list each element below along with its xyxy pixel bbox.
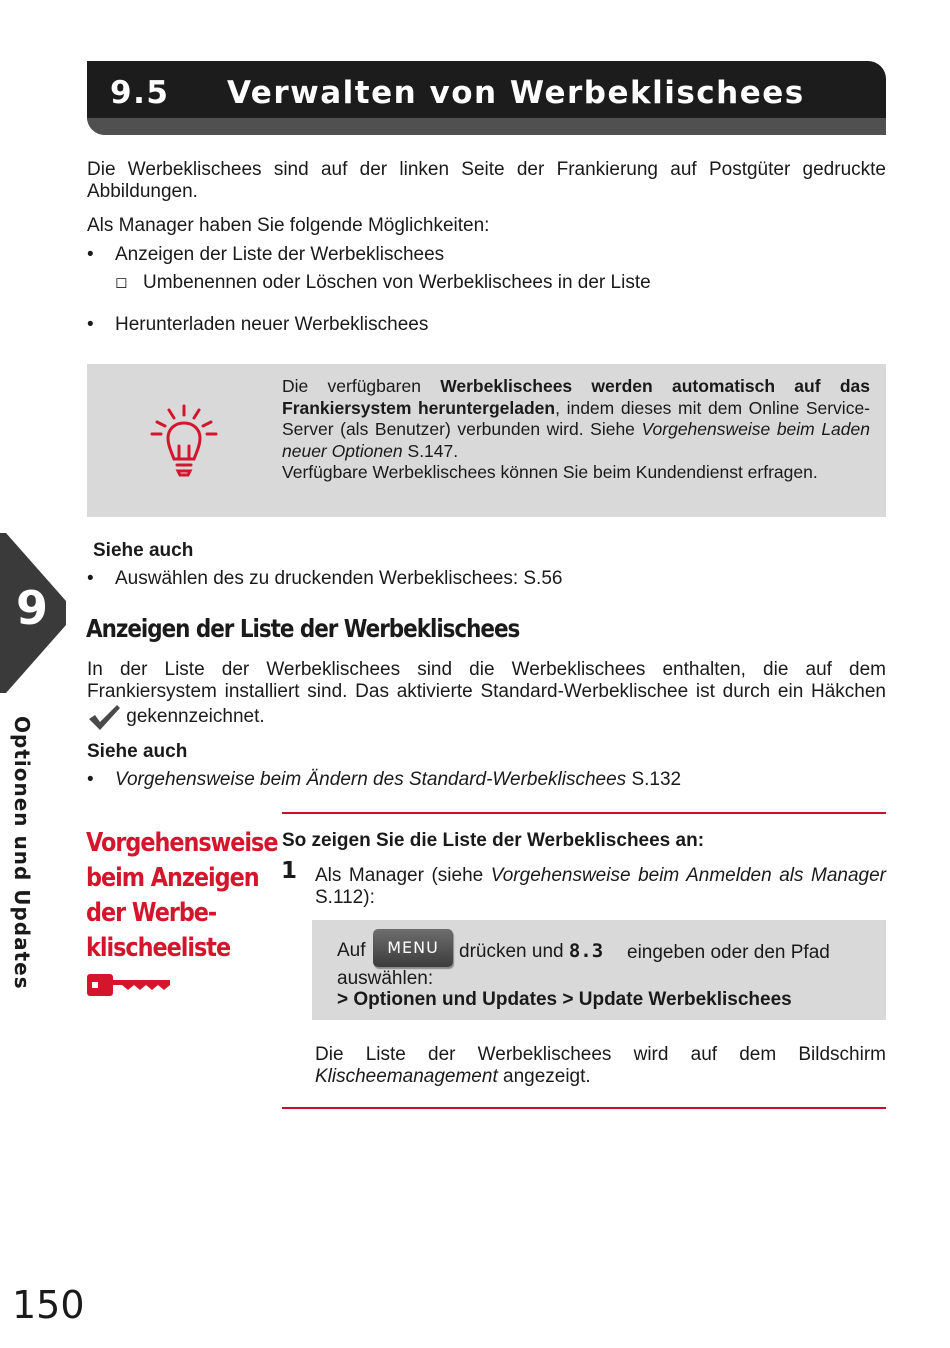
tip-text-mid: , indem dieses mit dem Online Service-Server (als Benutzer) verbunden wird. Siehe: [282, 397, 871, 439]
list-item: [87, 314, 886, 336]
list-item-text: Anzeigen der Liste der Werbeklischees: [115, 244, 445, 265]
chapter-tab: [0, 533, 66, 693]
screen-name: Klischeemanagement: [315, 1066, 498, 1087]
list-item-text: Umbenennen oder Löschen von Werbeklischees in der Liste: [143, 272, 651, 293]
procedure-heading: So zeigen Sie die Liste der Werbeklischees an:: [282, 830, 705, 851]
procedure-title-line: der Werbe-: [86, 898, 217, 928]
procedure-bottom-rule: [282, 1107, 886, 1109]
section-number: 9.5: [110, 75, 170, 111]
list-item: [87, 769, 886, 791]
chapter-number: 9: [15, 581, 48, 635]
procedure-title-line: klischeeliste: [86, 933, 231, 963]
instruction-suffix: eingeben oder den Pfad auswählen:: [337, 942, 830, 989]
list-description-start: In der Liste der Werbeklischees sind die Werbeklischees enthalten, die auf dem Frankiersystem installiert sind. Das aktivierte Standard-Werbeklischee ist durch ein Häkchen: [87, 659, 886, 702]
see-also-item: [115, 769, 681, 791]
step-text: [315, 865, 886, 909]
see-also-label: Siehe auch: [93, 540, 194, 561]
list-description: [87, 659, 886, 731]
menu-button[interactable]: MENU: [373, 929, 453, 967]
tip-reference-link[interactable]: Vorgehensweise beim Laden neuer Optionen: [282, 419, 870, 461]
chapter-label: Optionen und Updates: [10, 716, 34, 990]
list-description-end: gekennzeichnet.: [121, 706, 265, 727]
bullet-mark: •: [87, 314, 94, 335]
section-header-stripe: [87, 118, 886, 135]
menu-path: > Optionen und Updates > Update Werbeklischees: [337, 989, 792, 1010]
sub-list-item: [115, 272, 886, 294]
key-icon: [86, 973, 172, 997]
instruction-mid: drücken und: [459, 941, 569, 962]
tip-text-start: Die verfügbaren: [282, 376, 441, 396]
step-page-ref: S.112):: [315, 887, 375, 908]
procedure-title: [86, 826, 277, 966]
tip-text-end: Verfügbare Werbeklischees können Sie beim Kundendienst erfragen.: [282, 462, 818, 482]
see-also-page-ref: S.132: [626, 769, 682, 790]
lightbulb-icon: [146, 401, 222, 479]
tip-page-ref: S.147.: [402, 440, 459, 461]
step-text-start: Als Manager (siehe: [315, 865, 491, 886]
section-title: Verwalten von Werbeklischees: [227, 75, 805, 111]
result-text-start: Die Liste der Werbeklischees wird auf dem Bildschirm: [315, 1044, 886, 1065]
intro-paragraph: Die Werbeklischees sind auf der linken Seite der Frankierung auf Postgüter gedruckte Abbildungen.: [87, 159, 886, 202]
list-item: [87, 568, 886, 590]
menu-shortcut-code: 8.3: [568, 940, 604, 962]
list-item: [87, 244, 886, 266]
result-text: [315, 1044, 886, 1088]
procedure-top-rule: [282, 812, 886, 814]
tip-text-bold: Werbeklischees werden automatisch auf das Frankiersystem heruntergeladen: [282, 376, 870, 418]
instruction-prefix: Auf: [337, 940, 366, 961]
section-header: [87, 61, 886, 135]
procedure-title-line: beim Anzeigen: [86, 863, 259, 893]
procedure-title-line: Vorgehensweise: [86, 828, 278, 858]
bullet-mark: •: [87, 769, 94, 790]
see-also-link[interactable]: Auswählen des zu druckenden Werbeklischees: S.56: [115, 568, 563, 589]
intro-capabilities: Als Manager haben Sie folgende Möglichkeiten:: [87, 215, 490, 236]
subsection-heading: Anzeigen der Liste der Werbeklischees: [86, 614, 520, 643]
bullet-mark: •: [87, 244, 94, 265]
checkmark-icon: [87, 703, 121, 731]
see-also-label: Siehe auch: [87, 741, 188, 762]
page-number: 150: [12, 1283, 85, 1327]
list-item-text: Herunterladen neuer Werbeklischees: [115, 314, 429, 335]
step-reference-link[interactable]: Vorgehensweise beim Anmelden als Manager: [490, 865, 887, 886]
see-also-link[interactable]: Vorgehensweise beim Ändern des Standard-Werbeklischees: [115, 769, 627, 790]
bullet-mark: •: [87, 568, 94, 589]
square-bullet-icon: ◻: [115, 274, 128, 291]
result-text-end: angezeigt.: [497, 1066, 591, 1087]
step-number: 1: [281, 858, 298, 884]
tip-text: [282, 376, 870, 484]
